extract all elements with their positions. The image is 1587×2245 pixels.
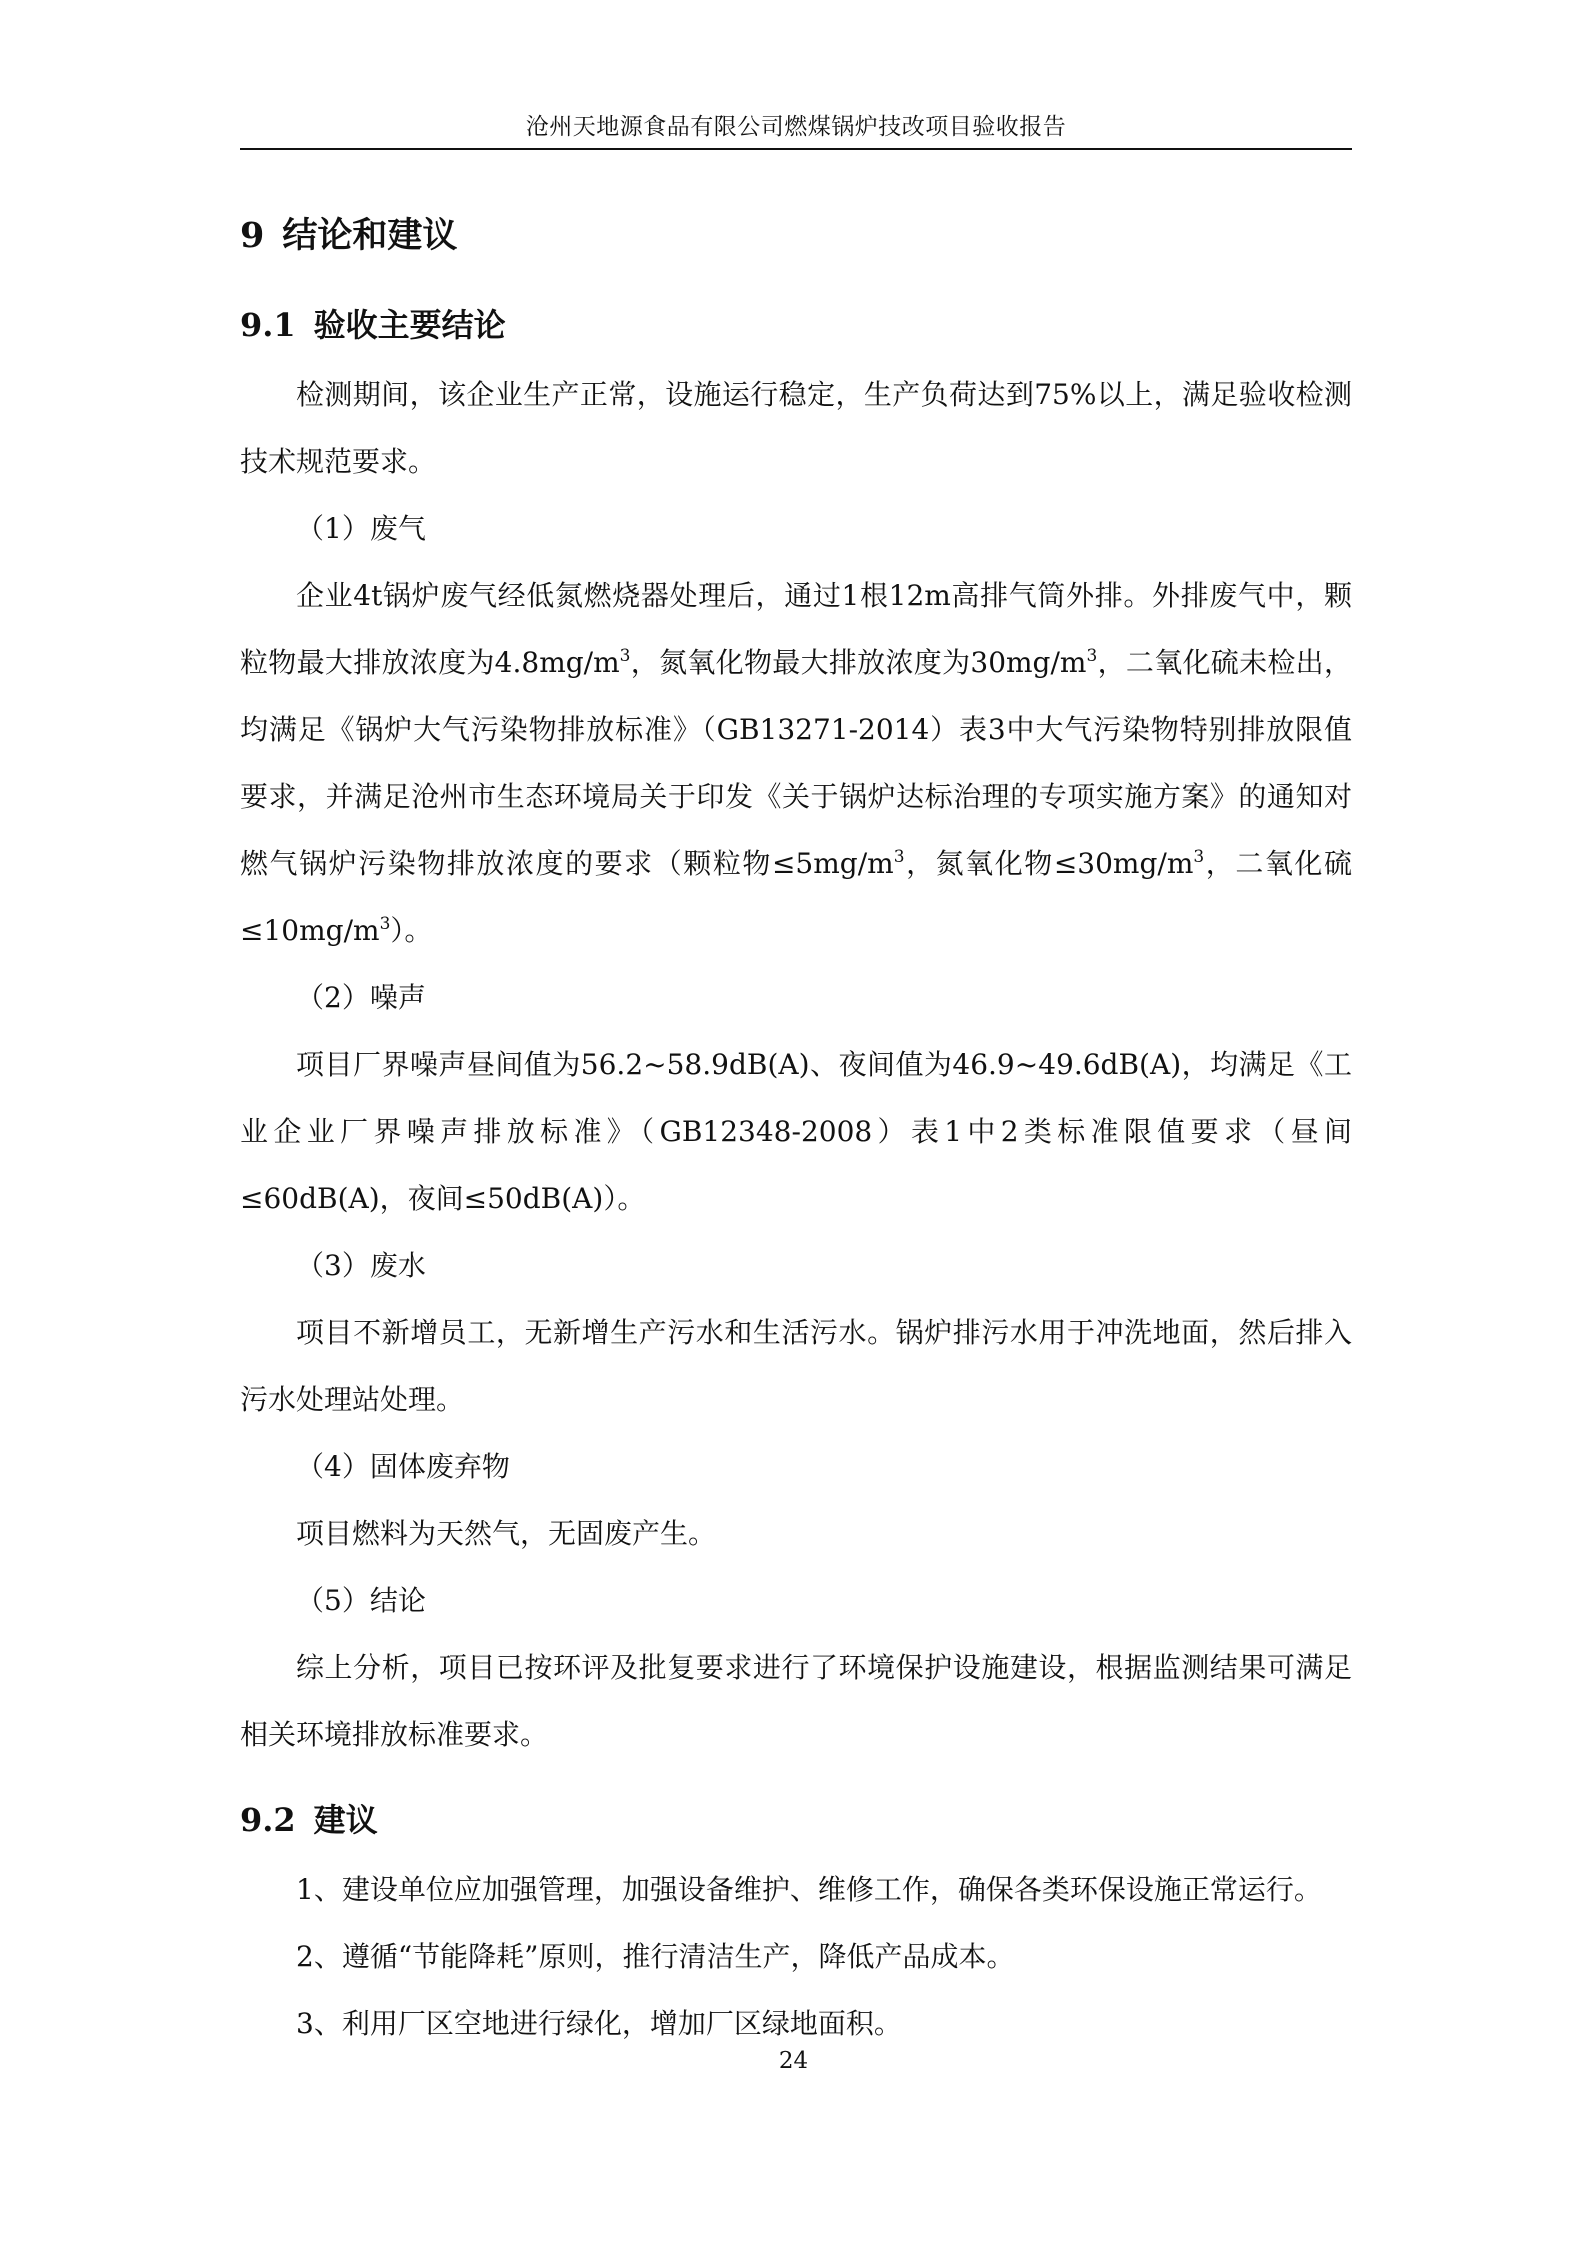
suggestion-item: 1、建设单位应加强管理，加强设备维护、维修工作，确保各类环保设施正常运行。 bbox=[296, 1873, 1322, 1906]
subsection-heading-2 bbox=[240, 1790, 1352, 1850]
subsection-title-1: 验收主要结论 bbox=[313, 306, 506, 344]
gas-text-1: 企业4t锅炉废气经低氮燃烧器处理后，通过1根12m高排气筒外排。外排废气中，颗粒物最大排放浓度为4.8mg/m bbox=[240, 579, 1352, 679]
water-label: （3）废水 bbox=[296, 1249, 426, 1282]
intro-paragraph: 检测期间，该企业生产正常，设施运行稳定，生产负荷达到75%以上，满足验收检测技术规范要求。 bbox=[240, 378, 1352, 478]
gas-text-6: ）。 bbox=[390, 914, 433, 947]
superscript: 3 bbox=[619, 646, 631, 666]
header-divider bbox=[240, 148, 1352, 150]
subsection-heading-1 bbox=[240, 295, 1352, 355]
noise-paragraph: 项目厂界噪声昼间值为56.2~58.9dB(A)、夜间值为46.9~49.6dB(A)，均满足《工业企业厂界噪声排放标准》（GB12348-2008）表1中2类标准限值要求（昼间≤60dB(A)，夜间≤50dB(A)）。 bbox=[240, 1048, 1352, 1215]
solid-waste-paragraph: 项目燃料为天然气，无固废产生。 bbox=[296, 1517, 717, 1550]
conclusion-label: （5）结论 bbox=[296, 1584, 426, 1617]
superscript: 3 bbox=[1086, 646, 1098, 666]
solid-waste-label: （4）固体废弃物 bbox=[296, 1450, 510, 1483]
superscript: 3 bbox=[893, 847, 905, 867]
subsection-number-2: 9.2 bbox=[240, 1801, 296, 1839]
gas-text-5: ，二氧化硫≤10mg/m bbox=[240, 847, 1352, 947]
superscript: 3 bbox=[1193, 847, 1205, 867]
section-heading bbox=[240, 205, 1352, 267]
gas-text-2: ，氮氧化物最大排放浓度为30mg/m bbox=[630, 646, 1087, 679]
page-number: 24 bbox=[778, 2048, 809, 2074]
page-content bbox=[240, 205, 1352, 2057]
water-paragraph: 项目不新增员工，无新增生产污水和生活污水。锅炉排污水用于冲洗地面，然后排入污水处理站处理。 bbox=[240, 1316, 1352, 1416]
gas-text-3: ，二氧化硫未检出，均满足《锅炉大气污染物排放标准》（GB13271-2014）表3中大气污染物特别排放限值要求，并满足沧州市生态环境局关于印发《关于锅炉达标治理的专项实施方案》的通知对燃气锅炉污染物排放浓度的要求（颗粒物≤5mg/m bbox=[240, 646, 1352, 880]
running-header: 沧州天地源食品有限公司燃煤锅炉技改项目验收报告 bbox=[525, 114, 1067, 140]
gas-text-4: ，氮氧化物≤30mg/m bbox=[904, 847, 1194, 880]
suggestion-item: 2、遵循“节能降耗”原则，推行清洁生产，降低产品成本。 bbox=[296, 1940, 1015, 1973]
noise-label: （2）噪声 bbox=[296, 981, 426, 1014]
subsection-title-2: 建议 bbox=[313, 1801, 378, 1839]
gas-paragraph bbox=[240, 562, 1352, 964]
superscript: 3 bbox=[379, 914, 391, 934]
conclusion-paragraph: 综上分析，项目已按环评及批复要求进行了环境保护设施建设，根据监测结果可满足相关环境排放标准要求。 bbox=[240, 1651, 1352, 1751]
gas-label: （1）废气 bbox=[296, 512, 426, 545]
section-title: 结论和建议 bbox=[282, 215, 458, 256]
suggestion-item: 3、利用厂区空地进行绿化，增加厂区绿地面积。 bbox=[296, 2007, 902, 2040]
subsection-number-1: 9.1 bbox=[240, 306, 296, 344]
section-number: 9 bbox=[240, 215, 265, 256]
